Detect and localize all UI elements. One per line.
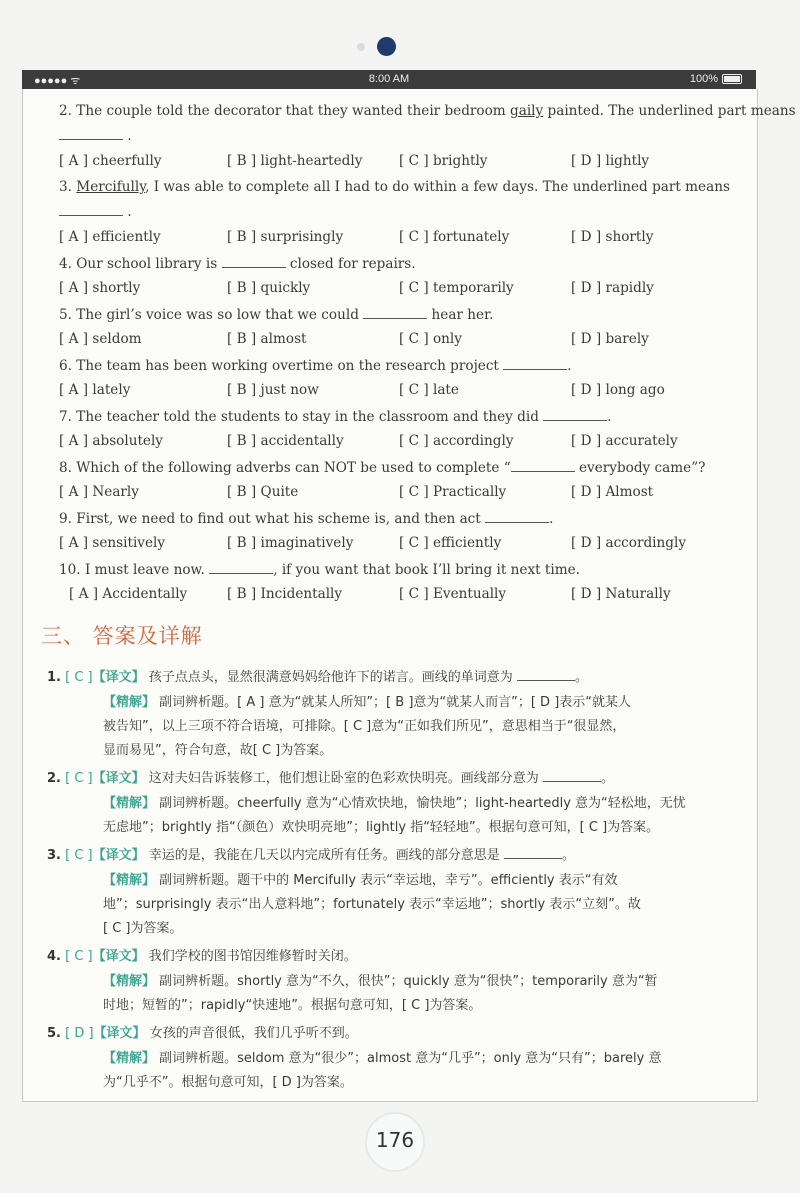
q2-option-c[interactable]: [ C ] brightly <box>399 153 488 169</box>
q10-option-c[interactable]: [ C ] Eventually <box>399 586 507 602</box>
q2-option-d[interactable]: [ D ] lightly <box>571 153 650 169</box>
q4-option-d[interactable]: [ D ] rapidly <box>571 280 654 296</box>
question-3-blank: . <box>59 203 132 220</box>
q9-option-b[interactable]: [ B ] imaginatively <box>227 535 354 551</box>
q3-option-a[interactable]: [ A ] efficiently <box>59 229 161 245</box>
answer-4-line3: 时地；短暂的”；rapidly“快速地”。根据句意可知，[ C ]为答案。 <box>103 998 482 1013</box>
question-2: 2. The couple told the decorator that they wanted their bedroom gaily painted. The underlined part means <box>59 103 796 119</box>
answer-1-line3: 被告知”，以上三项不符合语境，可排除。[ C ]意为“正如我们所见”，意思相当于“很显然， <box>103 719 626 734</box>
q9-option-d[interactable]: [ D ] accordingly <box>571 535 687 551</box>
q7-option-d[interactable]: [ D ] accurately <box>571 433 678 449</box>
answer-3-line4: [ C ]为答案。 <box>103 921 183 936</box>
question-7: 7. The teacher told the students to stay in the classroom and they did . <box>59 409 612 425</box>
battery-status <box>690 73 742 85</box>
camera-sensor-icon <box>357 43 365 51</box>
question-5: 5. The girl’s voice was so low that we could hear her. <box>59 307 494 323</box>
q5-option-c[interactable]: [ C ] only <box>399 331 462 347</box>
q6-option-a[interactable]: [ A ] lately <box>59 382 131 398</box>
answer-2: 2. [ C ]【译文】 这对夫妇告诉装修工，他们想让卧室的色彩欢快明亮。画线部分意为 。 <box>47 771 614 786</box>
q10-option-a[interactable]: [ A ] Accidentally <box>69 586 188 602</box>
q5-option-d[interactable]: [ D ] barely <box>571 331 649 347</box>
answer-3: 3. [ C ]【译文】 幸运的是，我能在几天以内完成所有任务。画线的部分意思是 。 <box>47 848 575 863</box>
answer-5-line3: 为“几乎不”。根据句意可知，[ D ]为答案。 <box>103 1075 353 1090</box>
document-page <box>22 89 796 1102</box>
q10-option-b[interactable]: [ B ] Incidentally <box>227 586 343 602</box>
page-number-badge <box>365 1112 425 1172</box>
q7-option-a[interactable]: [ A ] absolutely <box>59 433 163 449</box>
q4-option-c[interactable]: [ C ] temporarily <box>399 280 514 296</box>
q8-option-b[interactable]: [ B ] Quite <box>227 484 299 500</box>
q7-option-b[interactable]: [ B ] accidentally <box>227 433 344 449</box>
signal-icon: ●●●●● ᯤ <box>34 75 81 87</box>
answer-4: 4. [ C ]【译文】 我们学校的图书馆因维修暂时关闭。 <box>47 949 357 964</box>
q4-option-a[interactable]: [ A ] shortly <box>59 280 141 296</box>
answer-2-line3: 无虑地”；brightly 指“（颜色）欢快明亮地”；lightly 指“轻轻地”。根据句意可知，[ C ]为答案。 <box>103 820 660 835</box>
q2-option-b[interactable]: [ B ] light-heartedly <box>227 153 363 169</box>
status-time: 8:00 AM <box>368 73 410 85</box>
q10-option-d[interactable]: [ D ] Naturally <box>571 586 671 602</box>
status-bar <box>22 70 756 89</box>
q6-option-b[interactable]: [ B ] just now <box>227 382 319 398</box>
q8-option-d[interactable]: [ D ] Almost <box>571 484 654 500</box>
q3-option-d[interactable]: [ D ] shortly <box>571 229 654 245</box>
question-6: 6. The team has been working overtime on the research project . <box>59 358 572 374</box>
answer-4-analysis: 【精解】 副词辨析题。shortly 意为“不久，很快”；quickly 意为“很快”；temporarily 意为“暂 <box>103 974 658 989</box>
question-9: 9. First, we need to find out what his scheme is, and then act . <box>59 511 554 527</box>
q8-option-c[interactable]: [ C ] Practically <box>399 484 507 500</box>
answer-2-analysis: 【精解】 副词辨析题。cheerfully 意为“心情欢快地，愉快地”；light-heartedly 意为“轻松地，无忧 <box>103 796 686 811</box>
answer-1-analysis: 【精解】 副词辨析题。[ A ] 意为“就某人所知”；[ B ]意为“就某人而言”；[ D ]表示“就某人 <box>103 695 632 710</box>
question-8: 8. Which of the following adverbs can NOT be used to complete “ everybody came”? <box>59 460 706 476</box>
camera-icon <box>377 37 396 56</box>
question-3: 3. Mercifully, I was able to complete all I had to do within a few days. The underlined part means <box>59 179 730 195</box>
q4-option-b[interactable]: [ B ] quickly <box>227 280 311 296</box>
answer-5-analysis: 【精解】 副词辨析题。seldom 意为“很少”；almost 意为“几乎”；only 意为“只有”；barely 意 <box>103 1051 662 1066</box>
q5-option-a[interactable]: [ A ] seldom <box>59 331 142 347</box>
answer-5: 5. [ D ]【译文】 女孩的声音很低，我们几乎听不到。 <box>47 1026 358 1041</box>
q6-option-c[interactable]: [ C ] late <box>399 382 459 398</box>
section-title: 三、 答案及详解 <box>41 624 203 648</box>
battery-icon <box>722 74 742 84</box>
q5-option-b[interactable]: [ B ] almost <box>227 331 307 347</box>
question-4: 4. Our school library is closed for repairs. <box>59 256 416 272</box>
question-2-blank: . <box>59 127 132 144</box>
q3-option-b[interactable]: [ B ] surprisingly <box>227 229 344 245</box>
q3-option-c[interactable]: [ C ] fortunately <box>399 229 510 245</box>
answer-1: 1. [ C ]【译文】 孩子点点头，显然很满意妈妈给他许下的诺言。画线的单词意为 。 <box>47 670 588 685</box>
battery-percent: 100% <box>689 73 718 85</box>
question-10: 10. I must leave now. , if you want that book I’ll bring it next time. <box>59 562 580 578</box>
answer-3-analysis: 【精解】 副词辨析题。题干中的 Mercifully 表示“幸运地，幸亏”。efficiently 表示“有效 <box>103 873 618 888</box>
q6-option-d[interactable]: [ D ] long ago <box>571 382 665 398</box>
q9-option-c[interactable]: [ C ] efficiently <box>399 535 502 551</box>
q7-option-c[interactable]: [ C ] accordingly <box>399 433 514 449</box>
q8-option-a[interactable]: [ A ] Nearly <box>59 484 139 500</box>
page-number: 176 <box>375 1128 415 1152</box>
q9-option-a[interactable]: [ A ] sensitively <box>59 535 166 551</box>
answer-3-line3: 地”；surprisingly 表示“出人意料地”；fortunately 表示“幸运地”；shortly 表示“立刻”。故 <box>103 897 641 912</box>
answer-1-line4: 显而易见”，符合句意，故[ C ]为答案。 <box>103 743 333 758</box>
q2-option-a[interactable]: [ A ] cheerfully <box>59 153 162 169</box>
